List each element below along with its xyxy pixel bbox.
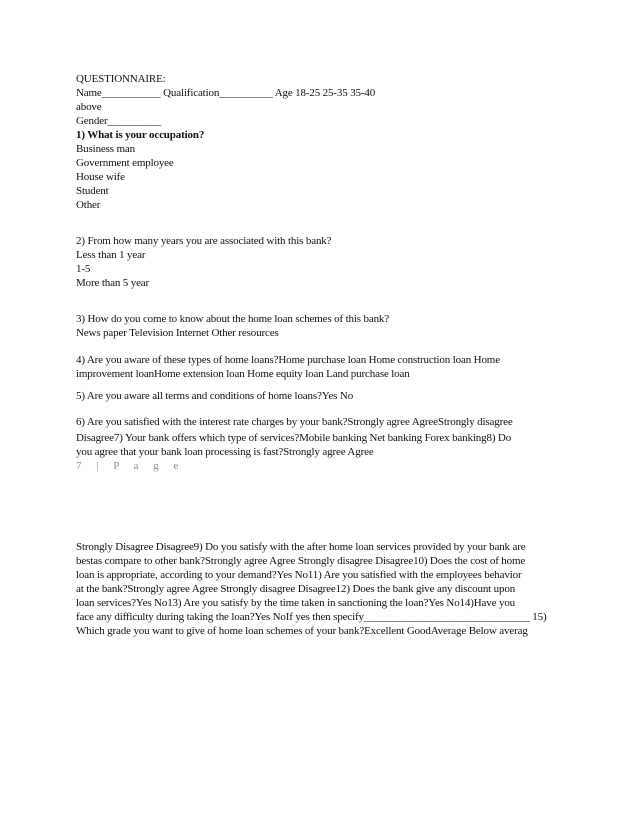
paragraph-line: loan is appropriate, according to your demand?Yes No11) Are you satisfied with the employees behavior <box>76 569 522 581</box>
question-8-cont: you agree that your bank loan processing is fast?Strongly agree Agree <box>76 446 374 458</box>
question-2: 2) From how many years you are associated with this bank? <box>76 235 332 247</box>
q1-option: Student <box>76 185 109 197</box>
questionnaire-title: QUESTIONNAIRE: <box>76 73 166 85</box>
q1-option: House wife <box>76 171 125 183</box>
question-3: 3) How do you come to know about the home loan schemes of this bank? <box>76 313 390 325</box>
question-5: 5) Are you aware all terms and conditions of home loans?Yes No <box>76 390 354 402</box>
gender-field: Gender__________ <box>76 115 161 127</box>
paragraph-line: bestas compare to other bank?Strongly agree Agree Strongly disagree Disagree10) Does the cost of home <box>76 555 526 567</box>
question-6: 6) Are you satisfied with the interest rate charges by your bank?Strongly agree AgreeStrongly disagree <box>76 416 513 428</box>
q1-option: Other <box>76 199 101 211</box>
paragraph-line: face any difficulty during taking the loan?Yes NoIf yes then specify_______________________________ 15) <box>76 611 547 623</box>
age-above-text: above <box>76 101 102 113</box>
paragraph-line: at the bank?Strongly agree Agree Strongly disagree Disagree12) Does the bank give any discount upon <box>76 583 516 595</box>
personal-fields-line: Name___________ Qualification__________ Age 18-25 25-35 35-40 <box>76 87 376 99</box>
q3-options: News paper Television Internet Other resources <box>76 327 279 339</box>
question-6-cont: Disagree7) Your bank offers which type of services?Mobile banking Net banking Forex banking8) Do <box>76 432 512 444</box>
question-4: 4) Are you aware of these types of home loans?Home purchase loan Home construction loan Home <box>76 354 500 366</box>
question-4-cont: improvement loanHome extension loan Home equity loan Land purchase loan <box>76 368 410 380</box>
q2-option: More than 5 year <box>76 277 150 289</box>
question-1: 1) What is your occupation? <box>76 129 205 141</box>
q2-option: 1-5 <box>76 263 91 275</box>
paragraph-line: Which grade you want to give of home loan schemes of your bank?Excellent GoodAverage Below averag <box>76 625 528 637</box>
q1-option: Government employee <box>76 157 174 169</box>
paragraph-line: loan services?Yes No13) Are you satisfy by the time taken in sanctioning the loan?Yes No14)Have you <box>76 597 516 609</box>
q1-option: Business man <box>76 143 136 155</box>
page-number-marker: 7 | P a g e <box>76 460 185 472</box>
q2-option: Less than 1 year <box>76 249 146 261</box>
paragraph-line: Strongly Disagree Disagree9) Do you satisfy with the after home loan services provided by your bank are <box>76 541 526 553</box>
